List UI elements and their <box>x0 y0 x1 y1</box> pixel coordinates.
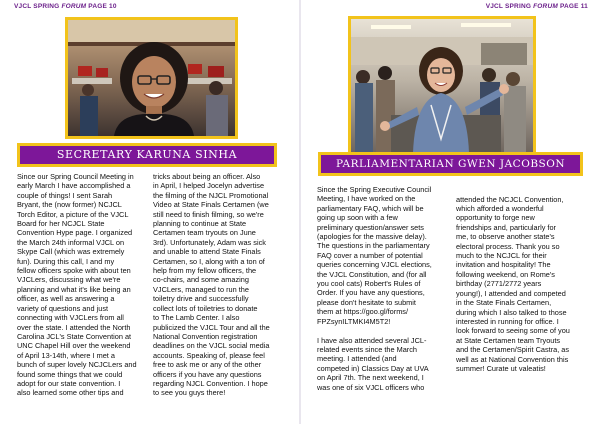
right-page <box>300 0 600 424</box>
left-column-2: tricks about being an officer. Also in April, I helped Jocelyn advertise the filming of the NJCL Promotional Video at State Finals Certamen (we still need to finish filming, so we're planning to continue at State Certamen team tryouts on June 3rd). Unfortunately, Adam was sick and unable to attend State Finals Certamen, so I, along with a ton of help from my fellow officers, the co-chairs, and some amazing VJCLers, managed to run the toiletry drive and successfully collect lots of toiletries to donate to The Lamb Center. I also publicized the VJCL Tour and all the National Convention registration deadlines on the VJCL social media accounts. Speaking of, please feel free to ask me or any of the other officers if you have any questions regarding NJCL Convention. I hope to see you guys there! <box>153 172 270 398</box>
right-header-prefix: VJCL SPRING <box>485 3 534 10</box>
left-column-1: Since our Spring Council Meeting in early March I have accomplished a couple of things! I sent Sarah Bryant, the (now former) NCJCL Torch Editor, a picture of the VJCL Board for her NCJCL State Convention Hype page. I organized the March 24th informal VJCL on Skype Call (which was extremely fun). During this call, I and my fellow officers spoke with about ten VJCLers, discussing what we're planning and what it's like being an officer, as well as answering a variety of questions and just connecting with VJCLers from all over the state. I attended the North Carolina JCL's State Convention at UNC Chapel Hill over the weekend of April 13-14th, where I met a bunch of super lovely NCJCLers and found some things that we could adopt for our state convention. I also learned some other tips and <box>17 172 137 398</box>
right-page-header <box>486 3 588 10</box>
left-page-header <box>14 3 117 10</box>
right-column-1: Since the Spring Executive Council Meeting, I have worked on the parliamentary FAQ, which will be going up soon with a few preliminary question/answer sets (apologies for the massive delay). The questions in the parliamentary FAQ cover a number of potential queries concerning VJCL elections, the VJCL Constitution, and (for all you cool cats) Robert's Rules of Order. If you have any questions, please don't hesitate to submit them at https://goo.gl/forms/ FPZsynILTMKI4M5T2! I have also attended several JCL- related events since the March meeting. I attended (and competed in) Classics Day at UVA on April 7th. The next weekend, I was one of six VJCL officers who <box>317 185 432 392</box>
left-header-prefix: VJCL SPRING <box>14 3 62 10</box>
right-column-2: attended the NCJCL Convention, which afforded a wonderful opportunity to forge new friendships and, particularly for me, to observe another state's electoral process. Thank you so much to the NCJCL for their invitation and hospitality! The following weekend, on Rome's birthday (2771/2772 years young!), I attended and competed in the State Finals Certamen, during which I also talked to those interested in running for office. I look forward to seeing some of you at State Certamen team Tryouts and the Certamen/Spirit Castra, as well as at National Convention this summer! Curate ut valeatis! <box>456 194 570 373</box>
secretary-photo <box>65 17 238 139</box>
secretary-banner: SECRETARY KARUNA SINHA <box>17 143 277 167</box>
left-header-suffix: PAGE 10 <box>86 3 117 10</box>
parliamentarian-banner: PARLIAMENTARIAN GWEN JACOBSON <box>318 152 583 176</box>
right-header-italic: FORUM <box>533 3 558 10</box>
left-header-italic: FORUM <box>61 3 87 10</box>
parliamentarian-photo <box>348 16 536 156</box>
right-header-suffix: PAGE 11 <box>557 3 588 10</box>
